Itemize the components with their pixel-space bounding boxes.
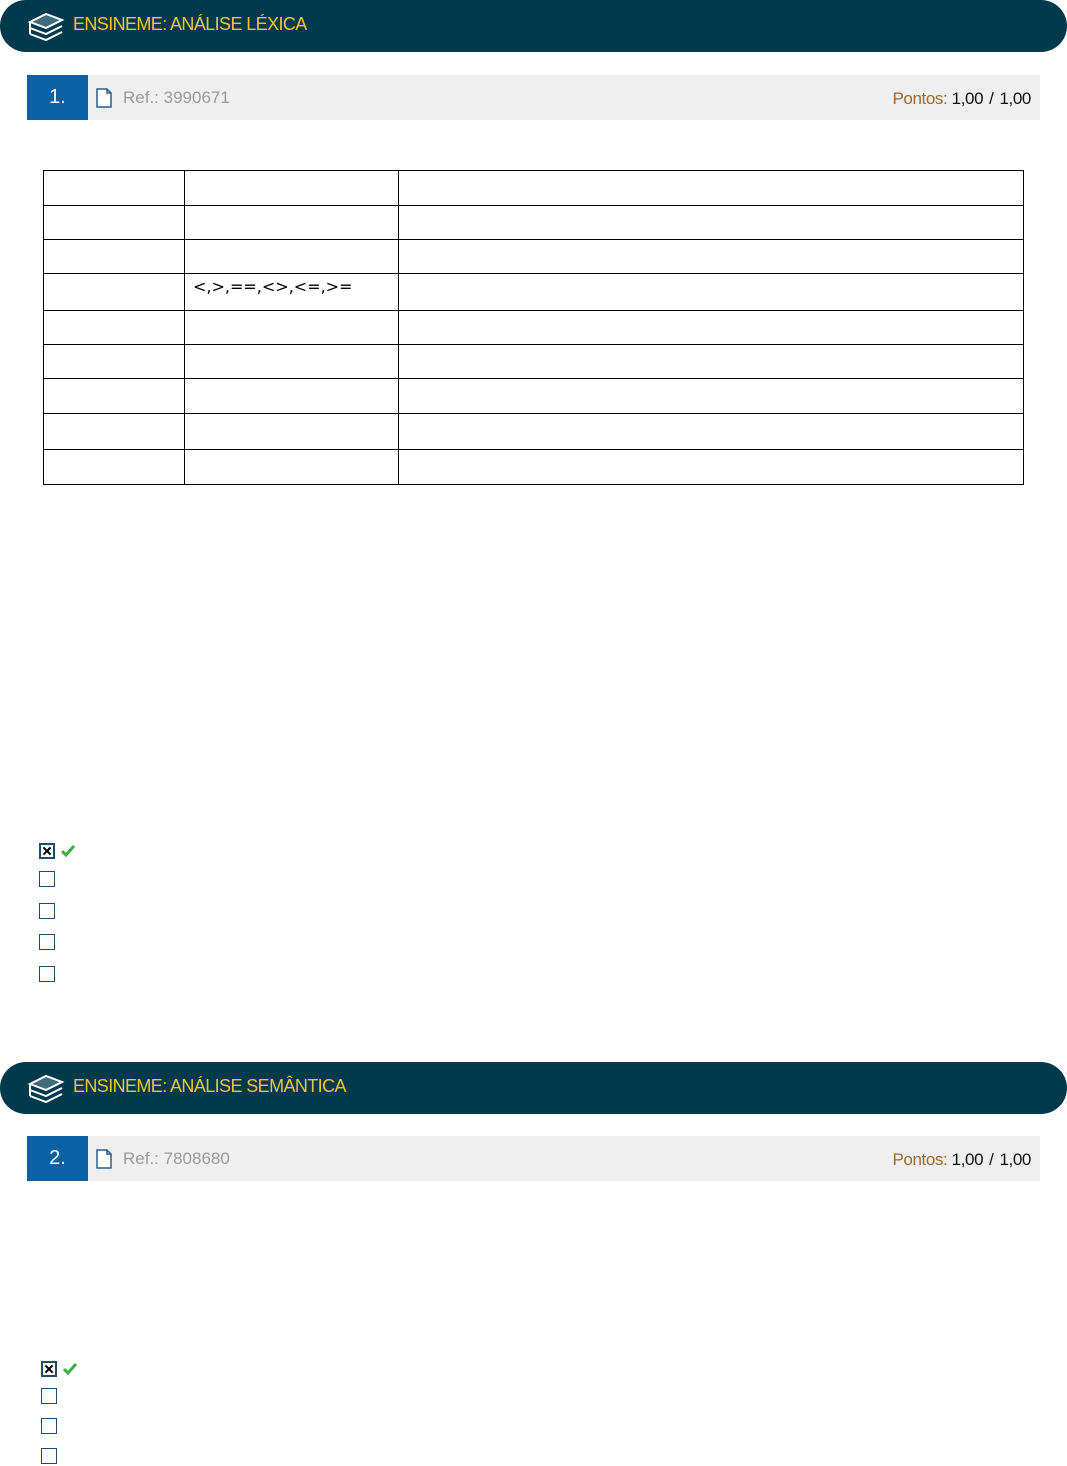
question-header xyxy=(27,1136,1040,1181)
question-ref: Ref.: 7808680 xyxy=(123,1149,230,1168)
table-cell xyxy=(44,379,185,414)
option-checkbox-checked[interactable] xyxy=(39,843,55,859)
table-cell xyxy=(399,414,1024,450)
check-icon xyxy=(61,845,75,857)
token-table xyxy=(43,170,1024,485)
option-checkbox[interactable] xyxy=(39,934,55,950)
points-separator: / xyxy=(989,89,994,108)
option-checkbox[interactable] xyxy=(41,1418,57,1434)
table-cell xyxy=(185,206,399,240)
table-cell xyxy=(399,206,1024,240)
table-cell xyxy=(44,345,185,379)
table-cell xyxy=(44,206,185,240)
points-label: Pontos: xyxy=(892,89,948,108)
points-earned: 1,00 xyxy=(951,1150,984,1169)
table-cell xyxy=(44,450,185,485)
table-cell xyxy=(44,171,185,206)
table-cell xyxy=(44,311,185,345)
table-cell xyxy=(185,450,399,485)
document-icon xyxy=(96,1149,112,1169)
table-cell xyxy=(399,345,1024,379)
section-banner xyxy=(0,1062,1067,1114)
points-total: 1,00 xyxy=(999,89,1031,108)
table-cell xyxy=(185,379,399,414)
table-row xyxy=(44,379,1024,414)
table-cell xyxy=(185,345,399,379)
table-cell xyxy=(399,450,1024,485)
table-cell xyxy=(399,311,1024,345)
section-title: ENSINEME: ANÁLISE LÉXICA xyxy=(73,14,307,34)
option-checkbox[interactable] xyxy=(41,1448,57,1464)
table-row xyxy=(44,274,1024,311)
section-banner xyxy=(0,0,1067,52)
table-cell xyxy=(44,240,185,274)
table-cell xyxy=(185,414,399,450)
relational-operators-cell: <,>,==,<>,<=,>= xyxy=(185,274,399,311)
table-cell xyxy=(399,171,1024,206)
question-points xyxy=(892,1150,1031,1170)
document-icon xyxy=(96,88,112,108)
option-checkbox[interactable] xyxy=(41,1388,57,1404)
question-number: 2. xyxy=(27,1136,88,1181)
book-stack-icon xyxy=(26,1070,66,1106)
table-row xyxy=(44,450,1024,485)
table-row xyxy=(44,414,1024,450)
question-ref: Ref.: 3990671 xyxy=(123,88,230,107)
points-total: 1,00 xyxy=(999,1150,1031,1169)
table-cell xyxy=(44,414,185,450)
points-earned: 1,00 xyxy=(951,89,984,108)
table-row xyxy=(44,311,1024,345)
table-row xyxy=(44,240,1024,274)
option-checkbox[interactable] xyxy=(39,903,55,919)
table-cell xyxy=(185,311,399,345)
section-title: ENSINEME: ANÁLISE SEMÂNTICA xyxy=(73,1076,346,1096)
table-row xyxy=(44,345,1024,379)
table-cell xyxy=(399,274,1024,311)
table-cell xyxy=(399,240,1024,274)
table-row xyxy=(44,171,1024,206)
table-row xyxy=(44,206,1024,240)
question-header xyxy=(27,75,1040,120)
option-checkbox[interactable] xyxy=(39,871,55,887)
question-points xyxy=(892,89,1031,109)
book-stack-icon xyxy=(26,8,66,44)
table-cell xyxy=(185,171,399,206)
question-number: 1. xyxy=(27,75,88,120)
points-label: Pontos: xyxy=(892,1150,948,1169)
table-cell xyxy=(44,274,185,311)
points-separator: / xyxy=(989,1150,994,1169)
option-checkbox-checked[interactable] xyxy=(41,1361,57,1377)
check-icon xyxy=(63,1363,77,1375)
table-cell xyxy=(185,240,399,274)
option-checkbox[interactable] xyxy=(39,966,55,982)
table-cell xyxy=(399,379,1024,414)
